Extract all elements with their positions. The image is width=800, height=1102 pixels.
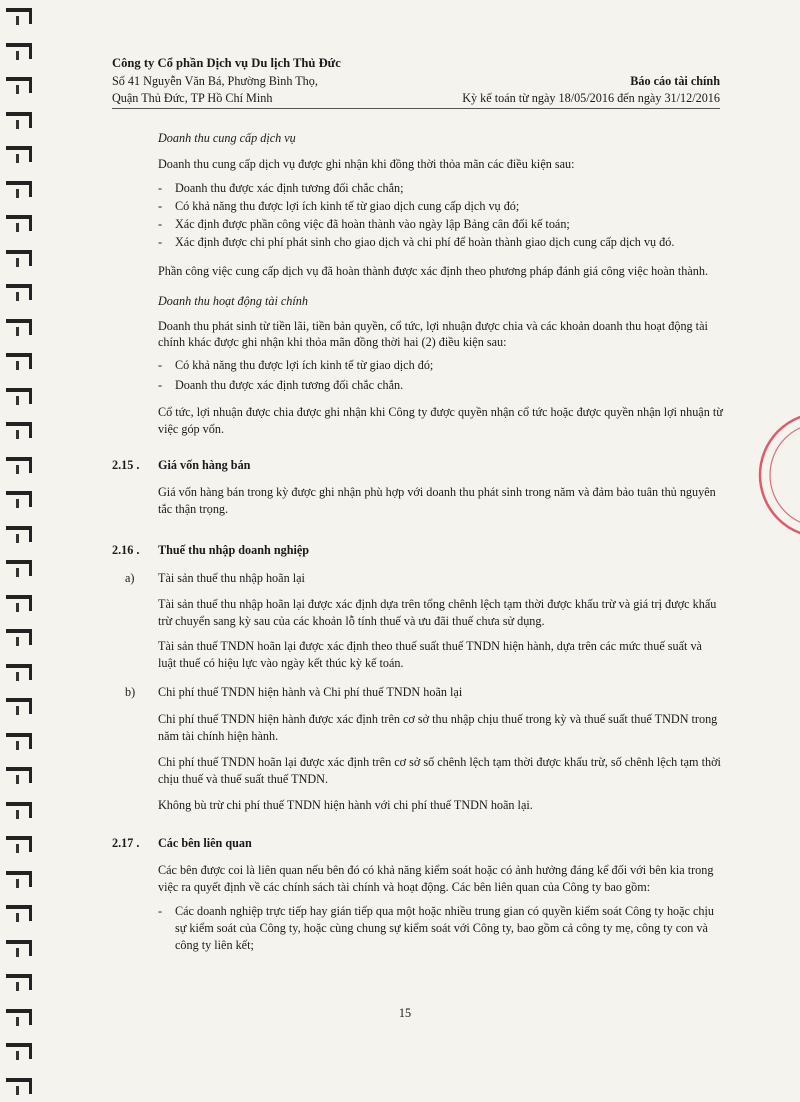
bullet-dash: -: [158, 181, 163, 195]
paragraph-line: luật thuế có hiệu lực vào ngày kết thúc kỳ kế toán.: [158, 656, 404, 670]
binding-ring: [6, 181, 36, 199]
binding-ring: [6, 871, 36, 889]
binding-ring: [6, 388, 36, 406]
service-revenue-closing: Phần công việc cung cấp dịch vụ đã hoàn thành được xác định theo phương pháp đánh giá công việc hoàn thành.: [158, 264, 709, 278]
binding-ring: [6, 767, 36, 785]
bullet-text: công ty liên kết;: [175, 938, 254, 952]
bullet-dash: -: [158, 217, 163, 231]
binding-ring: [6, 353, 36, 371]
binding-ring: [6, 595, 36, 613]
binding-ring: [6, 905, 36, 923]
binding-ring: [6, 802, 36, 820]
bullet-text: Các doanh nghiệp trực tiếp hay gián tiếp qua một hoặc nhiều trung gian có quyền kiểm soát Công ty hoặc chịu: [175, 904, 714, 918]
section-number: 2.16 .: [112, 543, 140, 557]
company-name: Công ty Cổ phần Dịch vụ Du lịch Thủ Đức: [112, 56, 341, 70]
section-number: 2.17 .: [112, 836, 140, 850]
binding-ring: [6, 560, 36, 578]
report-title: Báo cáo tài chính: [630, 74, 720, 88]
bullet-dash: -: [158, 199, 163, 213]
section-title: Thuế thu nhập doanh nghiệp: [158, 543, 310, 557]
binding-ring: [6, 491, 36, 509]
paragraph-line: Chi phí thuế TNDN hoãn lại được xác định trên cơ sở số chênh lệch tạm thời được khấu trừ, số chênh lệch tạm thời: [158, 755, 721, 769]
bullet-dash: -: [158, 378, 163, 392]
service-revenue-heading: Doanh thu cung cấp dịch vụ: [158, 131, 296, 145]
binding-ring: [6, 112, 36, 130]
binding-ring: [6, 836, 36, 854]
binding-ring: [6, 1043, 36, 1061]
paragraph-line: trừ chuyển sang kỳ sau của các khoản lỗ tính thuế và ưu đãi thuế chưa sử dụng.: [158, 614, 545, 628]
subsection-title: Tài sản thuế thu nhập hoãn lại: [158, 571, 305, 585]
binding-ring: [6, 250, 36, 268]
service-revenue-intro: Doanh thu cung cấp dịch vụ được ghi nhận khi đồng thời thỏa mãn các điều kiện sau:: [158, 157, 575, 171]
binding-ring: [6, 284, 36, 302]
bullet-text: Doanh thu được xác định tương đối chắc chắn;: [175, 181, 404, 195]
bullet-dash: -: [158, 904, 163, 918]
paragraph-line: Giá vốn hàng bán trong kỳ được ghi nhận phù hợp với doanh thu phát sinh trong năm và đảm bảo tuân thủ nguyên: [158, 485, 716, 499]
paragraph-line: việc góp vốn.: [158, 422, 225, 436]
binding-ring: [6, 8, 36, 26]
bullet-dash: -: [158, 358, 163, 372]
bullet-text: Có khả năng thu được lợi ích kinh tế từ giao dịch cung cấp dịch vụ đó;: [175, 199, 520, 213]
bullet-text: Xác định được phần công việc đã hoàn thành vào ngày lập Bảng cân đối kế toán;: [175, 217, 570, 231]
paragraph-line: Chi phí thuế TNDN hiện hành được xác định trên cơ sở thu nhập chịu thuế trong kỳ và thuế suất thuế TNDN trong: [158, 712, 718, 726]
bullet-text: Có khả năng thu được lợi ích kinh tế từ giao dịch đó;: [175, 358, 434, 372]
section-number: 2.15 .: [112, 458, 140, 472]
page-number: 15: [398, 1006, 412, 1020]
binding-ring: [6, 664, 36, 682]
paragraph-line: Cổ tức, lợi nhuận được chia được ghi nhận khi Công ty được quyền nhận cổ tức hoặc được quyền nhận lợi nhuận từ: [158, 405, 723, 419]
bullet-text: Xác định được chi phí phát sinh cho giao dịch và chi phí để hoàn thành giao dịch cung cấp dịch vụ đó.: [175, 235, 675, 249]
binding-ring: [6, 146, 36, 164]
address-line-2: Quận Thủ Đức, TP Hồ Chí Minh: [112, 91, 273, 105]
binding-ring: [6, 43, 36, 61]
item-label: a): [125, 571, 135, 585]
binding-ring: [6, 422, 36, 440]
financial-revenue-heading: Doanh thu hoạt động tài chính: [158, 294, 308, 308]
bullet-text: sự kiểm soát của Công ty, hoặc cùng chung sự kiểm soát với Công ty, bao gồm cả công ty mẹ, công ty con và: [175, 921, 708, 935]
binding-ring: [6, 733, 36, 751]
binding-ring: [6, 940, 36, 958]
paragraph-line: chịu thuế và thuế suất thuế TNDN.: [158, 772, 329, 786]
binding-ring: [6, 698, 36, 716]
binding-ring: [6, 526, 36, 544]
bullet-text: Doanh thu được xác định tương đối chắc chắn.: [175, 378, 404, 392]
paragraph-line: chính khác được ghi nhận khi thỏa mãn đồng thời hai (2) điều kiện sau:: [158, 335, 507, 349]
paragraph-line: Doanh thu phát sinh từ tiền lãi, tiền bản quyền, cổ tức, lợi nhuận được chia và các khoản doanh thu hoạt động tài: [158, 319, 708, 333]
binding-ring: [6, 215, 36, 233]
company-seal-stamp: [752, 405, 800, 545]
section-title: Giá vốn hàng bán: [158, 458, 251, 472]
header-rule: [112, 108, 720, 109]
binding-ring: [6, 1009, 36, 1027]
bullet-dash: -: [158, 235, 163, 249]
paragraph-line: năm tài chính hiện hành.: [158, 729, 279, 743]
binding-ring: [6, 629, 36, 647]
paragraph-line: tắc thận trọng.: [158, 502, 229, 516]
binding-ring: [6, 319, 36, 337]
paragraph-line: Tài sản thuế thu nhập hoãn lại được xác định dựa trên tổng chênh lệch tạm thời được khấu trừ và giá trị được khấu: [158, 597, 717, 611]
spiral-binding: [0, 0, 60, 1102]
subsection-title: Chi phí thuế TNDN hiện hành và Chi phí thuế TNDN hoãn lại: [158, 685, 463, 699]
binding-ring: [6, 1078, 36, 1096]
binding-ring: [6, 77, 36, 95]
section-title: Các bên liên quan: [158, 836, 252, 850]
paragraph-line: Các bên được coi là liên quan nếu bên đó có khả năng kiểm soát hoặc có ảnh hưởng đáng kể đối với bên kia trong: [158, 863, 714, 877]
paragraph-line: Không bù trừ chi phí thuế TNDN hiện hành với chi phí thuế TNDN hoãn lại.: [158, 798, 533, 812]
item-label: b): [125, 685, 136, 699]
paragraph-line: Tài sản thuế TNDN hoãn lại được xác định theo thuế suất thuế TNDN hiện hành, dựa trên các mức thuế suất và: [158, 639, 702, 653]
binding-ring: [6, 974, 36, 992]
paragraph-line: việc ra quyết định về các chính sách tài chính và hoạt động. Các bên liên quan của Công ty bao gồm:: [158, 880, 651, 894]
address-line-1: Số 41 Nguyễn Văn Bá, Phường Bình Thọ,: [112, 74, 318, 88]
binding-ring: [6, 457, 36, 475]
report-period: Kỳ kế toán từ ngày 18/05/2016 đến ngày 31/12/2016: [462, 91, 720, 105]
